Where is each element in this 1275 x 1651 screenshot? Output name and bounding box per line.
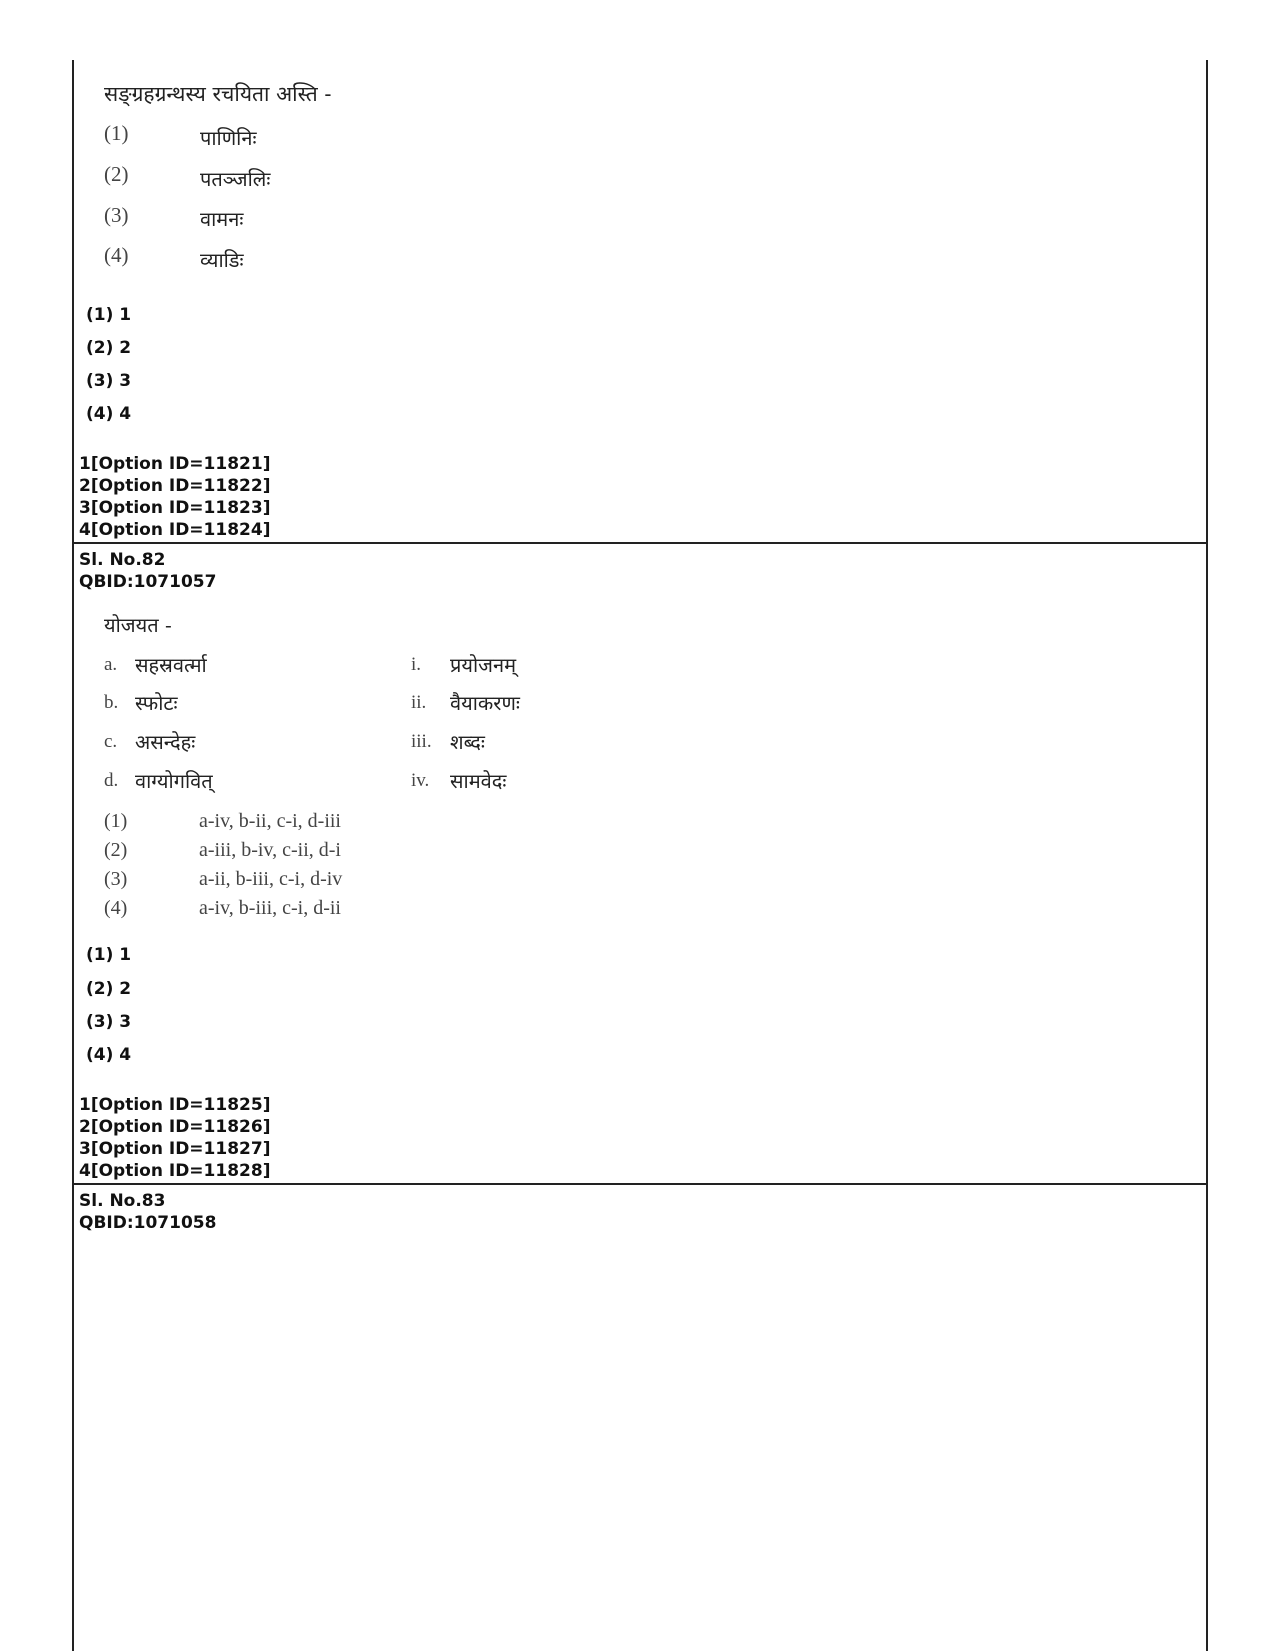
match-right-text: प्रयोजनम्: [450, 653, 517, 677]
option-id-list: [79, 453, 270, 541]
option-text: वामनः: [200, 207, 244, 231]
answer-choice[interactable]: (4) 4: [86, 404, 132, 424]
answer-choice[interactable]: (1) 1: [86, 305, 132, 325]
match-left-text: वाग्योगवित्: [135, 769, 213, 793]
option-number: (1): [104, 810, 128, 832]
answer-choice[interactable]: (4) 4: [86, 1045, 132, 1065]
option-id: 3[Option ID=11823]: [79, 498, 271, 518]
match-left-label: d.: [104, 770, 119, 791]
match-left-text: असन्देहः: [135, 730, 196, 754]
match-right-text: शब्दः: [450, 730, 485, 754]
option-text: a-iv, b-iii, c-i, d-ii: [199, 897, 341, 919]
divider: [72, 1183, 1208, 1185]
question-header: [79, 1190, 216, 1234]
match-left-text: सहस्रवर्त्मा: [135, 653, 207, 677]
option-text: a-iii, b-iv, c-ii, d-i: [199, 839, 341, 861]
answer-choice[interactable]: (3) 3: [86, 371, 132, 391]
serial-number: Sl. No.83: [79, 1191, 166, 1211]
option-text: a-iv, b-ii, c-i, d-iii: [199, 810, 341, 832]
answer-choice[interactable]: (2) 2: [86, 338, 132, 358]
match-right-label: iv.: [411, 770, 430, 791]
option-id: 1[Option ID=11825]: [79, 1095, 271, 1115]
answer-choice[interactable]: (1) 1: [86, 945, 132, 965]
match-right-label: i.: [411, 654, 422, 675]
option-number: (3): [104, 868, 128, 890]
match-right-text: सामवेदः: [450, 769, 507, 793]
option-text: पतञ्जलिः: [200, 167, 271, 191]
option-text: a-ii, b-iii, c-i, d-iv: [199, 868, 343, 890]
answer-choice[interactable]: (2) 2: [86, 979, 132, 999]
option-number: (3): [104, 203, 129, 227]
serial-number: Sl. No.82: [79, 550, 166, 570]
option-id: 4[Option ID=11828]: [79, 1161, 271, 1181]
option-id: 2[Option ID=11826]: [79, 1117, 271, 1137]
option-number: (2): [104, 162, 129, 186]
option-id: 4[Option ID=11824]: [79, 520, 271, 540]
option-text: पाणिनिः: [200, 126, 257, 150]
match-left-label: a.: [104, 654, 118, 675]
option-number: (4): [104, 243, 129, 267]
question-text: योजयत -: [104, 613, 172, 637]
option-id: 2[Option ID=11822]: [79, 476, 271, 496]
answer-choice[interactable]: (3) 3: [86, 1012, 132, 1032]
question-text: सङ्ग्रहग्रन्थस्य रचयिता अस्ति -: [104, 82, 332, 106]
match-left-label: c.: [104, 731, 118, 752]
match-right-label: ii.: [411, 692, 427, 713]
question-header: [79, 549, 216, 593]
option-id: 3[Option ID=11827]: [79, 1139, 271, 1159]
match-right-text: वैयाकरणः: [450, 691, 520, 715]
match-right-label: iii.: [411, 731, 432, 752]
match-left-label: b.: [104, 692, 119, 713]
divider: [72, 542, 1208, 544]
option-id: 1[Option ID=11821]: [79, 454, 271, 474]
option-text: व्याडिः: [200, 248, 244, 272]
qbid: QBID:1071058: [79, 1213, 217, 1233]
option-number: (2): [104, 839, 128, 861]
option-number: (1): [104, 121, 129, 145]
match-left-text: स्फोटः: [135, 691, 178, 715]
qbid: QBID:1071057: [79, 572, 217, 592]
option-number: (4): [104, 897, 128, 919]
option-id-list: [79, 1094, 270, 1182]
